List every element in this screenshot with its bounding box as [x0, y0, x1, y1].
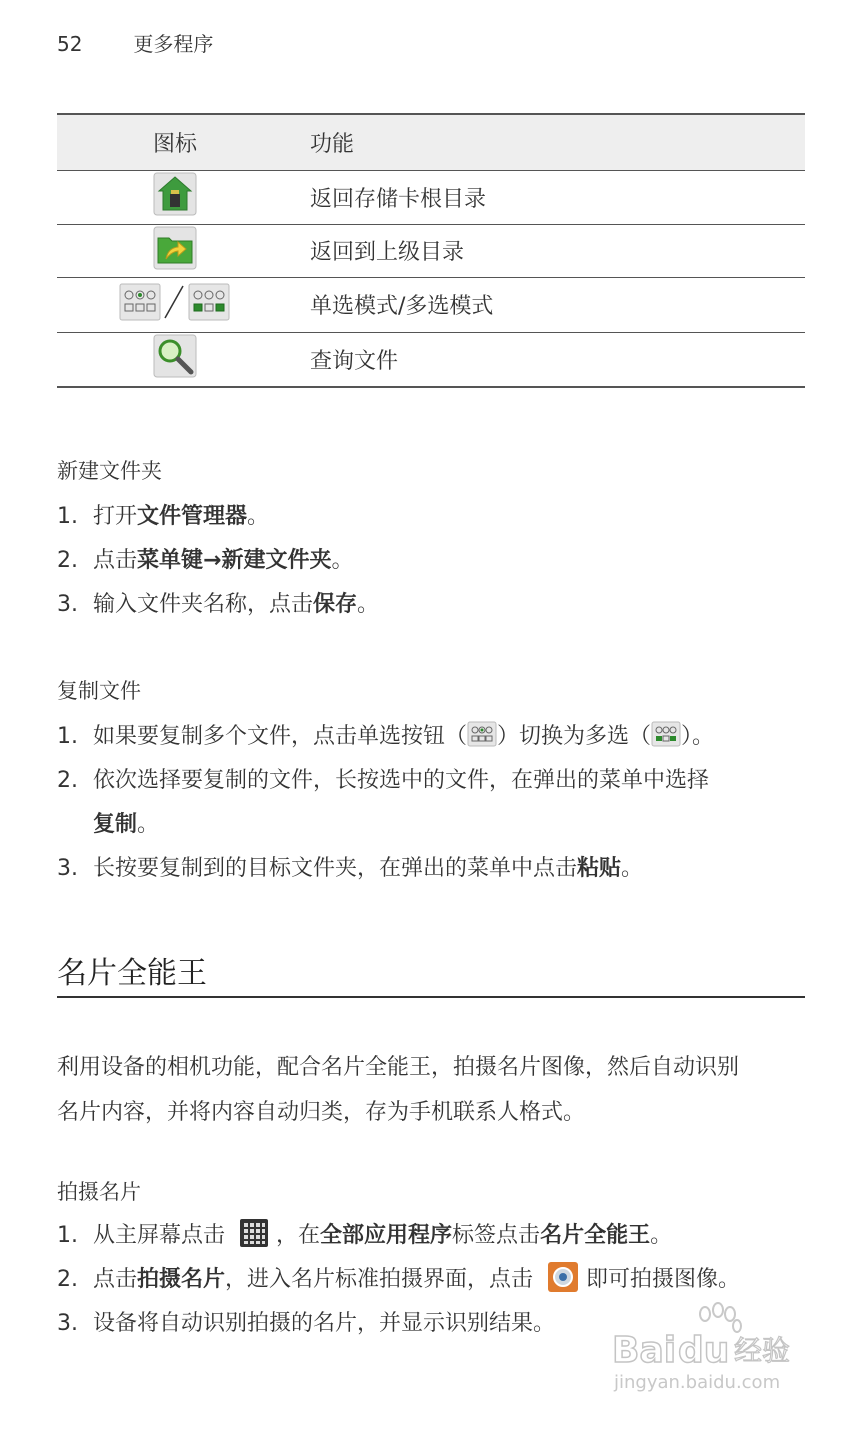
table-cell-function: 查询文件 [310, 348, 399, 374]
section-title-copy-file: 复制文件 [57, 679, 141, 703]
intro-line-1: 利用设备的相机功能，配合名片全能王，拍摄名片图像，然后自动识别 [57, 1055, 740, 1080]
table-row [57, 277, 805, 332]
page-header [57, 28, 213, 57]
page-number: 52 [57, 32, 83, 56]
watermark-url: jingyan.baidu.com [614, 1372, 781, 1393]
app-grid-icon [240, 1219, 268, 1253]
svg-text:du: du [678, 1330, 730, 1371]
list-item: 2. 点击拍摄名片，进入名片标准拍摄界面，点击 即可拍摄图像。 [57, 1262, 740, 1298]
list-item: 3. 长按要复制到的目标文件夹，在弹出的菜单中点击粘贴。 [57, 856, 644, 881]
icon-function-table [57, 113, 805, 388]
column-header-function: 功能 [310, 131, 355, 157]
list-item: 3. 输入文件夹名称，点击保存。 [57, 592, 380, 617]
folder-up-icon [153, 226, 197, 276]
section-heading-camcard: 名片全能王 [57, 956, 207, 991]
table-cell-function: 返回存储卡根目录 [310, 186, 487, 212]
table-row [57, 224, 805, 277]
heading-divider [57, 996, 805, 998]
table-header-row [57, 114, 805, 170]
single-select-icon [467, 721, 497, 753]
camera-shutter-icon [548, 1262, 578, 1298]
search-icon [153, 334, 197, 384]
list-item: 1. 打开文件管理器。 [57, 504, 270, 529]
chapter-title: 更多程序 [133, 32, 214, 56]
table-cell-function: 单选模式/多选模式 [310, 294, 494, 319]
multi-select-icon [651, 721, 681, 753]
list-item: 2. 依次选择要复制的文件，长按选中的文件，在弹出的菜单中选择 [57, 768, 710, 793]
svg-text:Bai: Bai [612, 1330, 677, 1371]
sdcard-home-icon [153, 172, 197, 222]
table-row [57, 170, 805, 224]
column-header-icon: 图标 [152, 131, 197, 157]
intro-line-2: 名片内容，并将内容自动归类，存为手机联系人格式。 [57, 1100, 586, 1125]
baidu-jingyan-watermark [610, 1300, 810, 1395]
list-item: 2. 点击菜单键→新建文件夹。 [57, 548, 354, 573]
list-item-continuation: 复制。 [93, 812, 160, 837]
svg-text:经验: 经验 [734, 1334, 791, 1367]
single-multi-select-icon [119, 282, 231, 328]
table-row [57, 332, 805, 387]
table-cell-function: 返回到上级目录 [310, 240, 465, 265]
list-item: 1. 如果要复制多个文件，点击单选按钮（ ）切换为多选（ ）。 [57, 719, 714, 753]
section-title-new-folder: 新建文件夹 [57, 459, 162, 483]
list-item: 3. 设备将自动识别拍摄的名片，并显示识别结果。 [57, 1311, 556, 1336]
list-item: 1. 从主屏幕点击 ，在全部应用程序标签点击名片全能王。 [57, 1218, 672, 1253]
section-title-capture-card: 拍摄名片 [57, 1180, 141, 1204]
